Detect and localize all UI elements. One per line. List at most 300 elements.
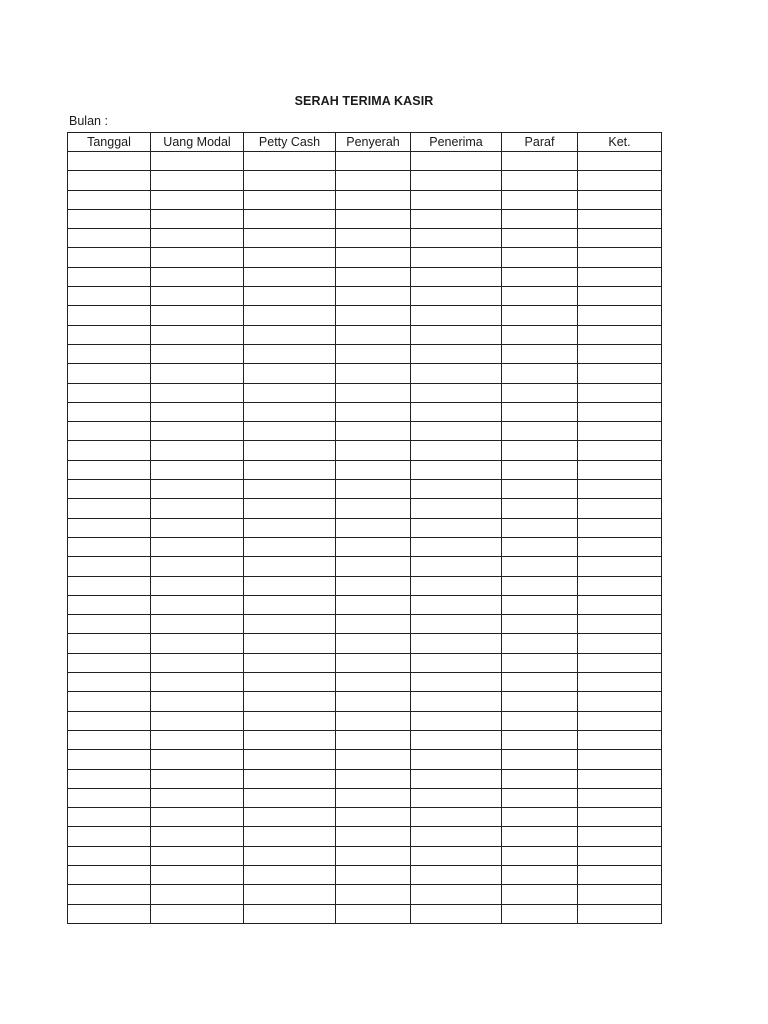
cell-uang-modal xyxy=(151,576,244,595)
cell-uang-modal xyxy=(151,364,244,383)
cell-penerima xyxy=(411,576,502,595)
cell-tanggal xyxy=(68,402,151,421)
cell-penerima xyxy=(411,615,502,634)
table-row xyxy=(68,885,662,904)
cell-penerima xyxy=(411,383,502,402)
cell-penyerah xyxy=(336,248,411,267)
cell-penyerah xyxy=(336,383,411,402)
table-row xyxy=(68,422,662,441)
cell-penyerah xyxy=(336,364,411,383)
column-header-ket: Ket. xyxy=(578,133,662,152)
cell-paraf xyxy=(502,383,578,402)
cell-penyerah xyxy=(336,788,411,807)
cell-ket xyxy=(578,537,662,556)
cell-penerima xyxy=(411,537,502,556)
cell-penerima xyxy=(411,692,502,711)
table-row xyxy=(68,460,662,479)
cell-ket xyxy=(578,499,662,518)
cell-tanggal xyxy=(68,537,151,556)
cell-paraf xyxy=(502,480,578,499)
cell-ket xyxy=(578,364,662,383)
cell-ket xyxy=(578,441,662,460)
cell-penerima xyxy=(411,673,502,692)
cell-uang-modal xyxy=(151,480,244,499)
cell-petty-cash xyxy=(244,827,336,846)
cell-tanggal xyxy=(68,152,151,171)
cell-uang-modal xyxy=(151,673,244,692)
cell-penyerah xyxy=(336,827,411,846)
table-row xyxy=(68,171,662,190)
table-row xyxy=(68,557,662,576)
cell-penyerah xyxy=(336,402,411,421)
table-row xyxy=(68,692,662,711)
cell-uang-modal xyxy=(151,692,244,711)
cell-tanggal xyxy=(68,518,151,537)
cell-ket xyxy=(578,518,662,537)
cell-uang-modal xyxy=(151,537,244,556)
table-row xyxy=(68,229,662,248)
cell-penyerah xyxy=(336,846,411,865)
cell-penerima xyxy=(411,267,502,286)
cell-paraf xyxy=(502,846,578,865)
cell-paraf xyxy=(502,595,578,614)
cell-ket xyxy=(578,711,662,730)
cell-ket xyxy=(578,615,662,634)
cell-penerima xyxy=(411,595,502,614)
cell-tanggal xyxy=(68,344,151,363)
cell-uang-modal xyxy=(151,808,244,827)
cell-penerima xyxy=(411,364,502,383)
cell-uang-modal xyxy=(151,730,244,749)
cell-uang-modal xyxy=(151,615,244,634)
cell-tanggal xyxy=(68,209,151,228)
table-row xyxy=(68,769,662,788)
cell-paraf xyxy=(502,267,578,286)
table-body xyxy=(68,152,662,924)
cell-paraf xyxy=(502,441,578,460)
cell-penerima xyxy=(411,441,502,460)
cell-uang-modal xyxy=(151,325,244,344)
cell-penyerah xyxy=(336,904,411,923)
cell-ket xyxy=(578,827,662,846)
column-header-penyerah: Penyerah xyxy=(336,133,411,152)
cell-ket xyxy=(578,673,662,692)
cell-penyerah xyxy=(336,711,411,730)
cell-tanggal xyxy=(68,730,151,749)
cell-penerima xyxy=(411,480,502,499)
table-row xyxy=(68,576,662,595)
cell-paraf xyxy=(502,537,578,556)
cell-tanggal xyxy=(68,325,151,344)
table-row xyxy=(68,364,662,383)
cell-ket xyxy=(578,904,662,923)
cell-penerima xyxy=(411,229,502,248)
cell-tanggal xyxy=(68,480,151,499)
table-row xyxy=(68,325,662,344)
cell-tanggal xyxy=(68,364,151,383)
cell-tanggal xyxy=(68,711,151,730)
cell-penerima xyxy=(411,846,502,865)
table-row xyxy=(68,615,662,634)
cell-penyerah xyxy=(336,653,411,672)
document-title: SERAH TERIMA KASIR xyxy=(294,94,434,108)
cell-ket xyxy=(578,634,662,653)
column-header-petty-cash: Petty Cash xyxy=(244,133,336,152)
cell-uang-modal xyxy=(151,402,244,421)
cell-penerima xyxy=(411,730,502,749)
cell-penerima xyxy=(411,209,502,228)
cell-paraf xyxy=(502,422,578,441)
cell-uang-modal xyxy=(151,383,244,402)
cell-uang-modal xyxy=(151,267,244,286)
cell-penerima xyxy=(411,827,502,846)
cell-uang-modal xyxy=(151,499,244,518)
cell-tanggal xyxy=(68,441,151,460)
table-row xyxy=(68,441,662,460)
cell-paraf xyxy=(502,673,578,692)
cell-ket xyxy=(578,788,662,807)
column-header-penerima: Penerima xyxy=(411,133,502,152)
cell-petty-cash xyxy=(244,171,336,190)
cell-uang-modal xyxy=(151,595,244,614)
cell-petty-cash xyxy=(244,615,336,634)
cell-penyerah xyxy=(336,499,411,518)
cell-ket xyxy=(578,808,662,827)
cell-paraf xyxy=(502,827,578,846)
cell-ket xyxy=(578,344,662,363)
cell-tanggal xyxy=(68,788,151,807)
cell-paraf xyxy=(502,750,578,769)
cell-ket xyxy=(578,287,662,306)
cell-uang-modal xyxy=(151,904,244,923)
cell-tanggal xyxy=(68,692,151,711)
table-row xyxy=(68,846,662,865)
cell-ket xyxy=(578,769,662,788)
cell-uang-modal xyxy=(151,248,244,267)
cell-tanggal xyxy=(68,885,151,904)
cell-tanggal xyxy=(68,171,151,190)
cell-paraf xyxy=(502,904,578,923)
cell-penyerah xyxy=(336,692,411,711)
cell-uang-modal xyxy=(151,885,244,904)
table-row xyxy=(68,904,662,923)
cell-uang-modal xyxy=(151,152,244,171)
cell-petty-cash xyxy=(244,344,336,363)
column-header-paraf: Paraf xyxy=(502,133,578,152)
table-row xyxy=(68,190,662,209)
cell-penerima xyxy=(411,750,502,769)
cell-penerima xyxy=(411,769,502,788)
table-row xyxy=(68,788,662,807)
cell-tanggal xyxy=(68,808,151,827)
cell-paraf xyxy=(502,557,578,576)
cell-penyerah xyxy=(336,537,411,556)
table-row xyxy=(68,865,662,884)
cell-petty-cash xyxy=(244,248,336,267)
cell-penyerah xyxy=(336,750,411,769)
cell-penerima xyxy=(411,190,502,209)
cell-penerima xyxy=(411,422,502,441)
cell-uang-modal xyxy=(151,344,244,363)
cell-penyerah xyxy=(336,460,411,479)
cell-petty-cash xyxy=(244,537,336,556)
cell-ket xyxy=(578,171,662,190)
table-row xyxy=(68,287,662,306)
cell-tanggal xyxy=(68,422,151,441)
table-row xyxy=(68,730,662,749)
cell-paraf xyxy=(502,788,578,807)
cell-paraf xyxy=(502,653,578,672)
table-row xyxy=(68,402,662,421)
cell-tanggal xyxy=(68,190,151,209)
cell-paraf xyxy=(502,576,578,595)
cell-penerima xyxy=(411,865,502,884)
cell-tanggal xyxy=(68,653,151,672)
cell-penyerah xyxy=(336,518,411,537)
cell-ket xyxy=(578,306,662,325)
cell-penyerah xyxy=(336,325,411,344)
cell-penyerah xyxy=(336,190,411,209)
cell-ket xyxy=(578,692,662,711)
cell-paraf xyxy=(502,711,578,730)
cell-uang-modal xyxy=(151,287,244,306)
table-row xyxy=(68,480,662,499)
cashier-handover-table xyxy=(67,132,662,924)
cell-penerima xyxy=(411,885,502,904)
cell-tanggal xyxy=(68,595,151,614)
cell-ket xyxy=(578,460,662,479)
cell-penerima xyxy=(411,518,502,537)
cell-petty-cash xyxy=(244,634,336,653)
cell-petty-cash xyxy=(244,190,336,209)
cell-penerima xyxy=(411,711,502,730)
cell-uang-modal xyxy=(151,865,244,884)
cell-petty-cash xyxy=(244,730,336,749)
cell-petty-cash xyxy=(244,209,336,228)
cell-petty-cash xyxy=(244,711,336,730)
cell-penyerah xyxy=(336,615,411,634)
cell-petty-cash xyxy=(244,383,336,402)
cell-paraf xyxy=(502,865,578,884)
cell-petty-cash xyxy=(244,480,336,499)
cell-ket xyxy=(578,422,662,441)
cell-paraf xyxy=(502,248,578,267)
cell-petty-cash xyxy=(244,499,336,518)
cell-penyerah xyxy=(336,287,411,306)
cell-paraf xyxy=(502,287,578,306)
table-row xyxy=(68,344,662,363)
cell-tanggal xyxy=(68,634,151,653)
table-row xyxy=(68,267,662,286)
cell-penyerah xyxy=(336,576,411,595)
cell-petty-cash xyxy=(244,557,336,576)
cell-petty-cash xyxy=(244,692,336,711)
cell-uang-modal xyxy=(151,557,244,576)
cell-tanggal xyxy=(68,557,151,576)
cell-uang-modal xyxy=(151,229,244,248)
cell-penyerah xyxy=(336,209,411,228)
cell-uang-modal xyxy=(151,441,244,460)
cell-tanggal xyxy=(68,750,151,769)
cell-petty-cash xyxy=(244,441,336,460)
cell-petty-cash xyxy=(244,788,336,807)
cell-petty-cash xyxy=(244,595,336,614)
cell-tanggal xyxy=(68,865,151,884)
cell-tanggal xyxy=(68,827,151,846)
cell-uang-modal xyxy=(151,827,244,846)
cell-penyerah xyxy=(336,306,411,325)
cell-uang-modal xyxy=(151,209,244,228)
cell-tanggal xyxy=(68,769,151,788)
table-row xyxy=(68,653,662,672)
cell-penerima xyxy=(411,171,502,190)
cell-petty-cash xyxy=(244,673,336,692)
cell-uang-modal xyxy=(151,460,244,479)
cell-paraf xyxy=(502,306,578,325)
table-row xyxy=(68,152,662,171)
cell-petty-cash xyxy=(244,518,336,537)
table-row xyxy=(68,673,662,692)
cell-paraf xyxy=(502,171,578,190)
cell-uang-modal xyxy=(151,190,244,209)
cell-penerima xyxy=(411,248,502,267)
cell-penyerah xyxy=(336,595,411,614)
cell-paraf xyxy=(502,615,578,634)
cell-penyerah xyxy=(336,229,411,248)
cell-tanggal xyxy=(68,576,151,595)
cell-penyerah xyxy=(336,441,411,460)
cell-ket xyxy=(578,267,662,286)
cell-petty-cash xyxy=(244,865,336,884)
cell-uang-modal xyxy=(151,171,244,190)
table-row xyxy=(68,711,662,730)
cell-tanggal xyxy=(68,615,151,634)
cell-penerima xyxy=(411,904,502,923)
table-row xyxy=(68,248,662,267)
cell-ket xyxy=(578,557,662,576)
cell-penerima xyxy=(411,287,502,306)
column-header-tanggal: Tanggal xyxy=(68,133,151,152)
cell-penyerah xyxy=(336,480,411,499)
cell-petty-cash xyxy=(244,846,336,865)
cell-ket xyxy=(578,595,662,614)
cell-petty-cash xyxy=(244,885,336,904)
table-row xyxy=(68,306,662,325)
cell-ket xyxy=(578,152,662,171)
cell-petty-cash xyxy=(244,769,336,788)
cell-penerima xyxy=(411,402,502,421)
cell-petty-cash xyxy=(244,267,336,286)
cell-ket xyxy=(578,865,662,884)
cell-penerima xyxy=(411,653,502,672)
table-row xyxy=(68,595,662,614)
cell-uang-modal xyxy=(151,518,244,537)
cell-ket xyxy=(578,402,662,421)
cell-penerima xyxy=(411,557,502,576)
cell-penyerah xyxy=(336,267,411,286)
cell-paraf xyxy=(502,229,578,248)
cell-tanggal xyxy=(68,460,151,479)
table-row xyxy=(68,518,662,537)
cell-paraf xyxy=(502,460,578,479)
cell-ket xyxy=(578,480,662,499)
cell-penyerah xyxy=(336,344,411,363)
cell-petty-cash xyxy=(244,152,336,171)
cell-tanggal xyxy=(68,306,151,325)
cell-penerima xyxy=(411,788,502,807)
table-row xyxy=(68,808,662,827)
cell-ket xyxy=(578,248,662,267)
cell-uang-modal xyxy=(151,788,244,807)
cell-penerima xyxy=(411,325,502,344)
cell-penyerah xyxy=(336,769,411,788)
cell-uang-modal xyxy=(151,422,244,441)
cell-petty-cash xyxy=(244,576,336,595)
cell-paraf xyxy=(502,402,578,421)
table-row xyxy=(68,827,662,846)
table-row xyxy=(68,750,662,769)
cell-tanggal xyxy=(68,248,151,267)
table-row xyxy=(68,537,662,556)
cell-uang-modal xyxy=(151,769,244,788)
cell-petty-cash xyxy=(244,306,336,325)
cell-paraf xyxy=(502,634,578,653)
cell-penyerah xyxy=(336,422,411,441)
cell-petty-cash xyxy=(244,422,336,441)
cell-paraf xyxy=(502,730,578,749)
column-header-uang-modal: Uang Modal xyxy=(151,133,244,152)
cell-paraf xyxy=(502,518,578,537)
cell-penerima xyxy=(411,634,502,653)
cell-petty-cash xyxy=(244,904,336,923)
cell-ket xyxy=(578,653,662,672)
cell-uang-modal xyxy=(151,653,244,672)
table-row xyxy=(68,499,662,518)
cell-penerima xyxy=(411,499,502,518)
cell-tanggal xyxy=(68,846,151,865)
cell-ket xyxy=(578,730,662,749)
cell-penerima xyxy=(411,306,502,325)
cell-penyerah xyxy=(336,730,411,749)
cell-uang-modal xyxy=(151,750,244,769)
cell-petty-cash xyxy=(244,325,336,344)
cell-petty-cash xyxy=(244,402,336,421)
cell-paraf xyxy=(502,499,578,518)
cell-ket xyxy=(578,229,662,248)
cell-penerima xyxy=(411,152,502,171)
cell-petty-cash xyxy=(244,750,336,769)
cell-penyerah xyxy=(336,808,411,827)
cell-uang-modal xyxy=(151,711,244,730)
cell-paraf xyxy=(502,209,578,228)
cell-paraf xyxy=(502,364,578,383)
cell-ket xyxy=(578,885,662,904)
month-label: Bulan : xyxy=(69,114,108,128)
cell-paraf xyxy=(502,808,578,827)
cell-uang-modal xyxy=(151,634,244,653)
cell-paraf xyxy=(502,769,578,788)
cell-ket xyxy=(578,383,662,402)
cell-paraf xyxy=(502,344,578,363)
cell-penerima xyxy=(411,808,502,827)
cell-tanggal xyxy=(68,383,151,402)
cell-paraf xyxy=(502,692,578,711)
cell-petty-cash xyxy=(244,653,336,672)
cell-tanggal xyxy=(68,229,151,248)
cell-tanggal xyxy=(68,267,151,286)
cell-petty-cash xyxy=(244,460,336,479)
cell-penyerah xyxy=(336,865,411,884)
